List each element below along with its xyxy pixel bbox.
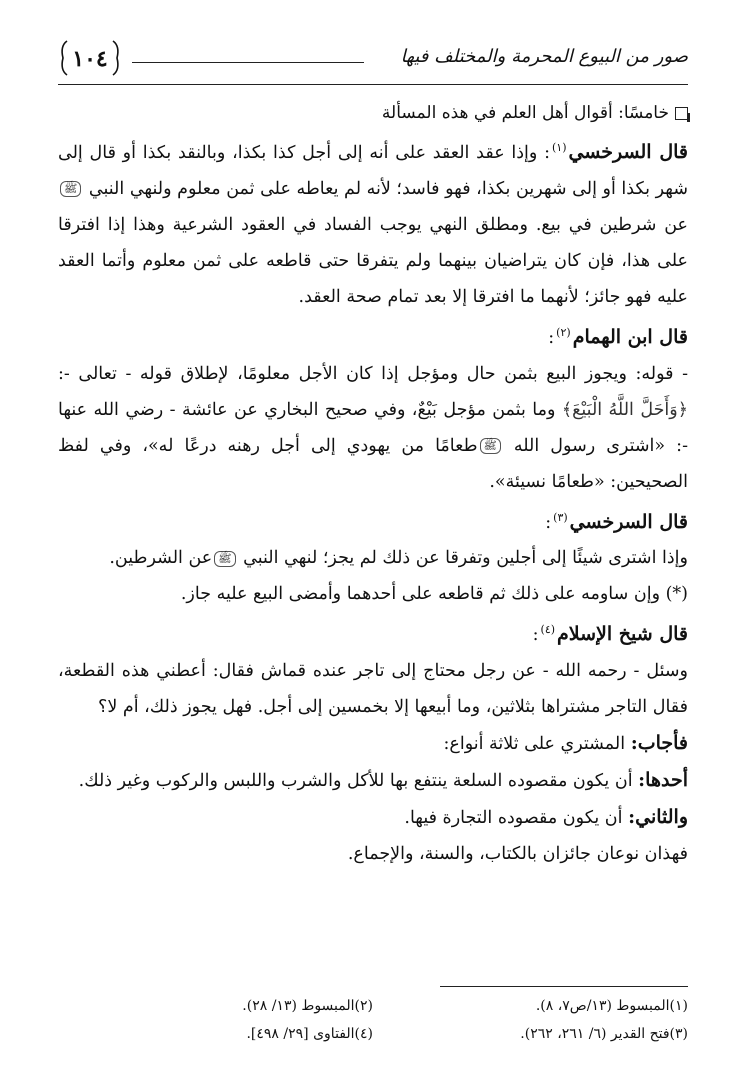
header-rule — [132, 62, 364, 63]
footnote-separator — [440, 986, 688, 987]
salawat-glyph-icon: ﷺ — [60, 181, 81, 197]
speaker-sheikh-islam: قال شيخ الإسلام — [557, 623, 688, 646]
first-type-label: أحدها: — [638, 769, 688, 792]
closing-line: فهذان نوعان جائزان بالكتاب، والسنة، والإجماع. — [347, 844, 688, 865]
quote-sarakhsi-2: وإذا اشترى شيئًا إلى أجلين وتفرقا عن ذلك لم يجز؛ لنهي النبي ﷺعن الشرطين. — [109, 548, 688, 569]
footnote-row — [58, 992, 688, 1020]
footnote-2: (٢)المبسوط (١٣/ ٢٨). — [242, 998, 373, 1014]
header-divider — [58, 84, 688, 85]
heading-sheikh-islam: قال شيخ الإسلام$^{(٤)}$: — [532, 623, 688, 646]
salawat-glyph-icon: ﷺ — [214, 551, 235, 567]
answer-label: فأجاب: — [630, 732, 688, 755]
fatwa-answer: فأجاب: المشتري على ثلاثة أنواع: — [443, 732, 688, 755]
footnote-4: (٤)الفتاوى [٢٩/ ٤٩٨]. — [246, 1026, 373, 1042]
running-header — [58, 40, 688, 80]
quran-verse: ﴿وَأَحَلَّ اللَّهُ الْبَيْعَ﴾ — [561, 399, 688, 420]
running-title: صور من البيوع المحرمة والمختلف فيها — [400, 46, 688, 67]
footnote-ref-1: (١) — [551, 141, 567, 154]
footnotes — [58, 992, 688, 1048]
footnote-ref-3: (٣) — [553, 510, 568, 524]
answer-type-2: والثاني: أن يكون مقصوده التجارة فيها. — [404, 806, 688, 829]
quote-ibn-humam: - قوله: ويجوز البيع بثمن حال ومؤجل إذا كان الأجل معلومًا، لإطلاق قوله - تعالى -: ﴿وَأَحَلَّ اللَّهُ الْبَيْعَ﴾ وما بثمن مؤجل بَيْعٌ، وفي صحيح البخاري عن عائشة - رضي الله عنها -: «اشترى رسول الله ﷺطعامًا من يهودي إلى أجل رهنه درعًا له»، وفي لفظ الصحيحين: «طعامًا نسيئة». — [58, 363, 688, 492]
fatwa-question: وسئل - رحمه الله - عن رجل محتاج إلى تاجر عنده قماش فقال: أعطني هذه القطعة، فقال التاجر مشتراها بثلاثين، وما أبيعها إلا بخمسين إلى أجل. فهل يجوز ذلك، أم لا؟ — [58, 661, 688, 718]
speaker-ibn-humam: قال ابن الهمام — [572, 325, 688, 348]
footnote-3: (٣)فتح القدير (٦/ ٢٦١، ٢٦٢). — [520, 1026, 688, 1042]
salawat-glyph-icon: ﷺ — [480, 438, 501, 454]
heading-ibn-humam: قال ابن الهمام$^{(٢)}$: — [548, 325, 688, 348]
footnote-ref-4: (٤) — [540, 623, 556, 637]
section-marker-icon — [675, 107, 688, 120]
section-heading: خامسًا: أقوال أهل العلم في هذه المسألة — [58, 96, 688, 130]
answer-type-1: أحدها: أن يكون مقصوده السلعة ينتفع بها للأكل والشرب واللبس والركوب وغير ذلك. — [78, 769, 688, 792]
footnote-1: (١)المبسوط (١٣/ص٧، ٨). — [535, 998, 688, 1014]
speaker-sarakhsi: قال السرخسي — [568, 140, 688, 163]
heading-sarakhsi-2: قال السرخسي$^{(٣)}$: — [545, 510, 688, 533]
second-type-label: والثاني: — [628, 806, 688, 829]
footnote-ref-2: (٢) — [556, 325, 571, 339]
quote-sarakhsi-1: قال السرخسي$^{(١)}$: وإذا عقد العقد على أنه إلى أجل كذا بكذا، وبالنقد بكذا أو قال إلى شهر بكذا أو إلى شهرين بكذا، فهو فاسد؛ لأنه لم يعاطه على ثمن معلوم ولنهي النبي ﷺعن شرطين في بيع. ومطلق النهي يوجب الفساد في العقود الشرعية وهذا إذا افترقا على هذا، فإن كان يتراضيان بينهما ولم يتفرقا حتى قاطعه على ثمن معلوم وأتما العقد عليه فهو جائز؛ لأنهما ما افترقا إلا بعد تمام صحة العقد. — [58, 140, 688, 307]
footnote-row — [58, 1020, 688, 1048]
speaker-sarakhsi-2: قال السرخسي — [569, 510, 688, 533]
main-text — [58, 96, 688, 872]
quote-sarakhsi-2-continued: (*) وإن ساومه على ذلك ثم قاطعه على أحدهما وأمضى البيع عليه جاز. — [180, 584, 688, 605]
right-bracket-ornament — [112, 40, 122, 76]
page-number: ١٠٤ — [72, 46, 108, 72]
